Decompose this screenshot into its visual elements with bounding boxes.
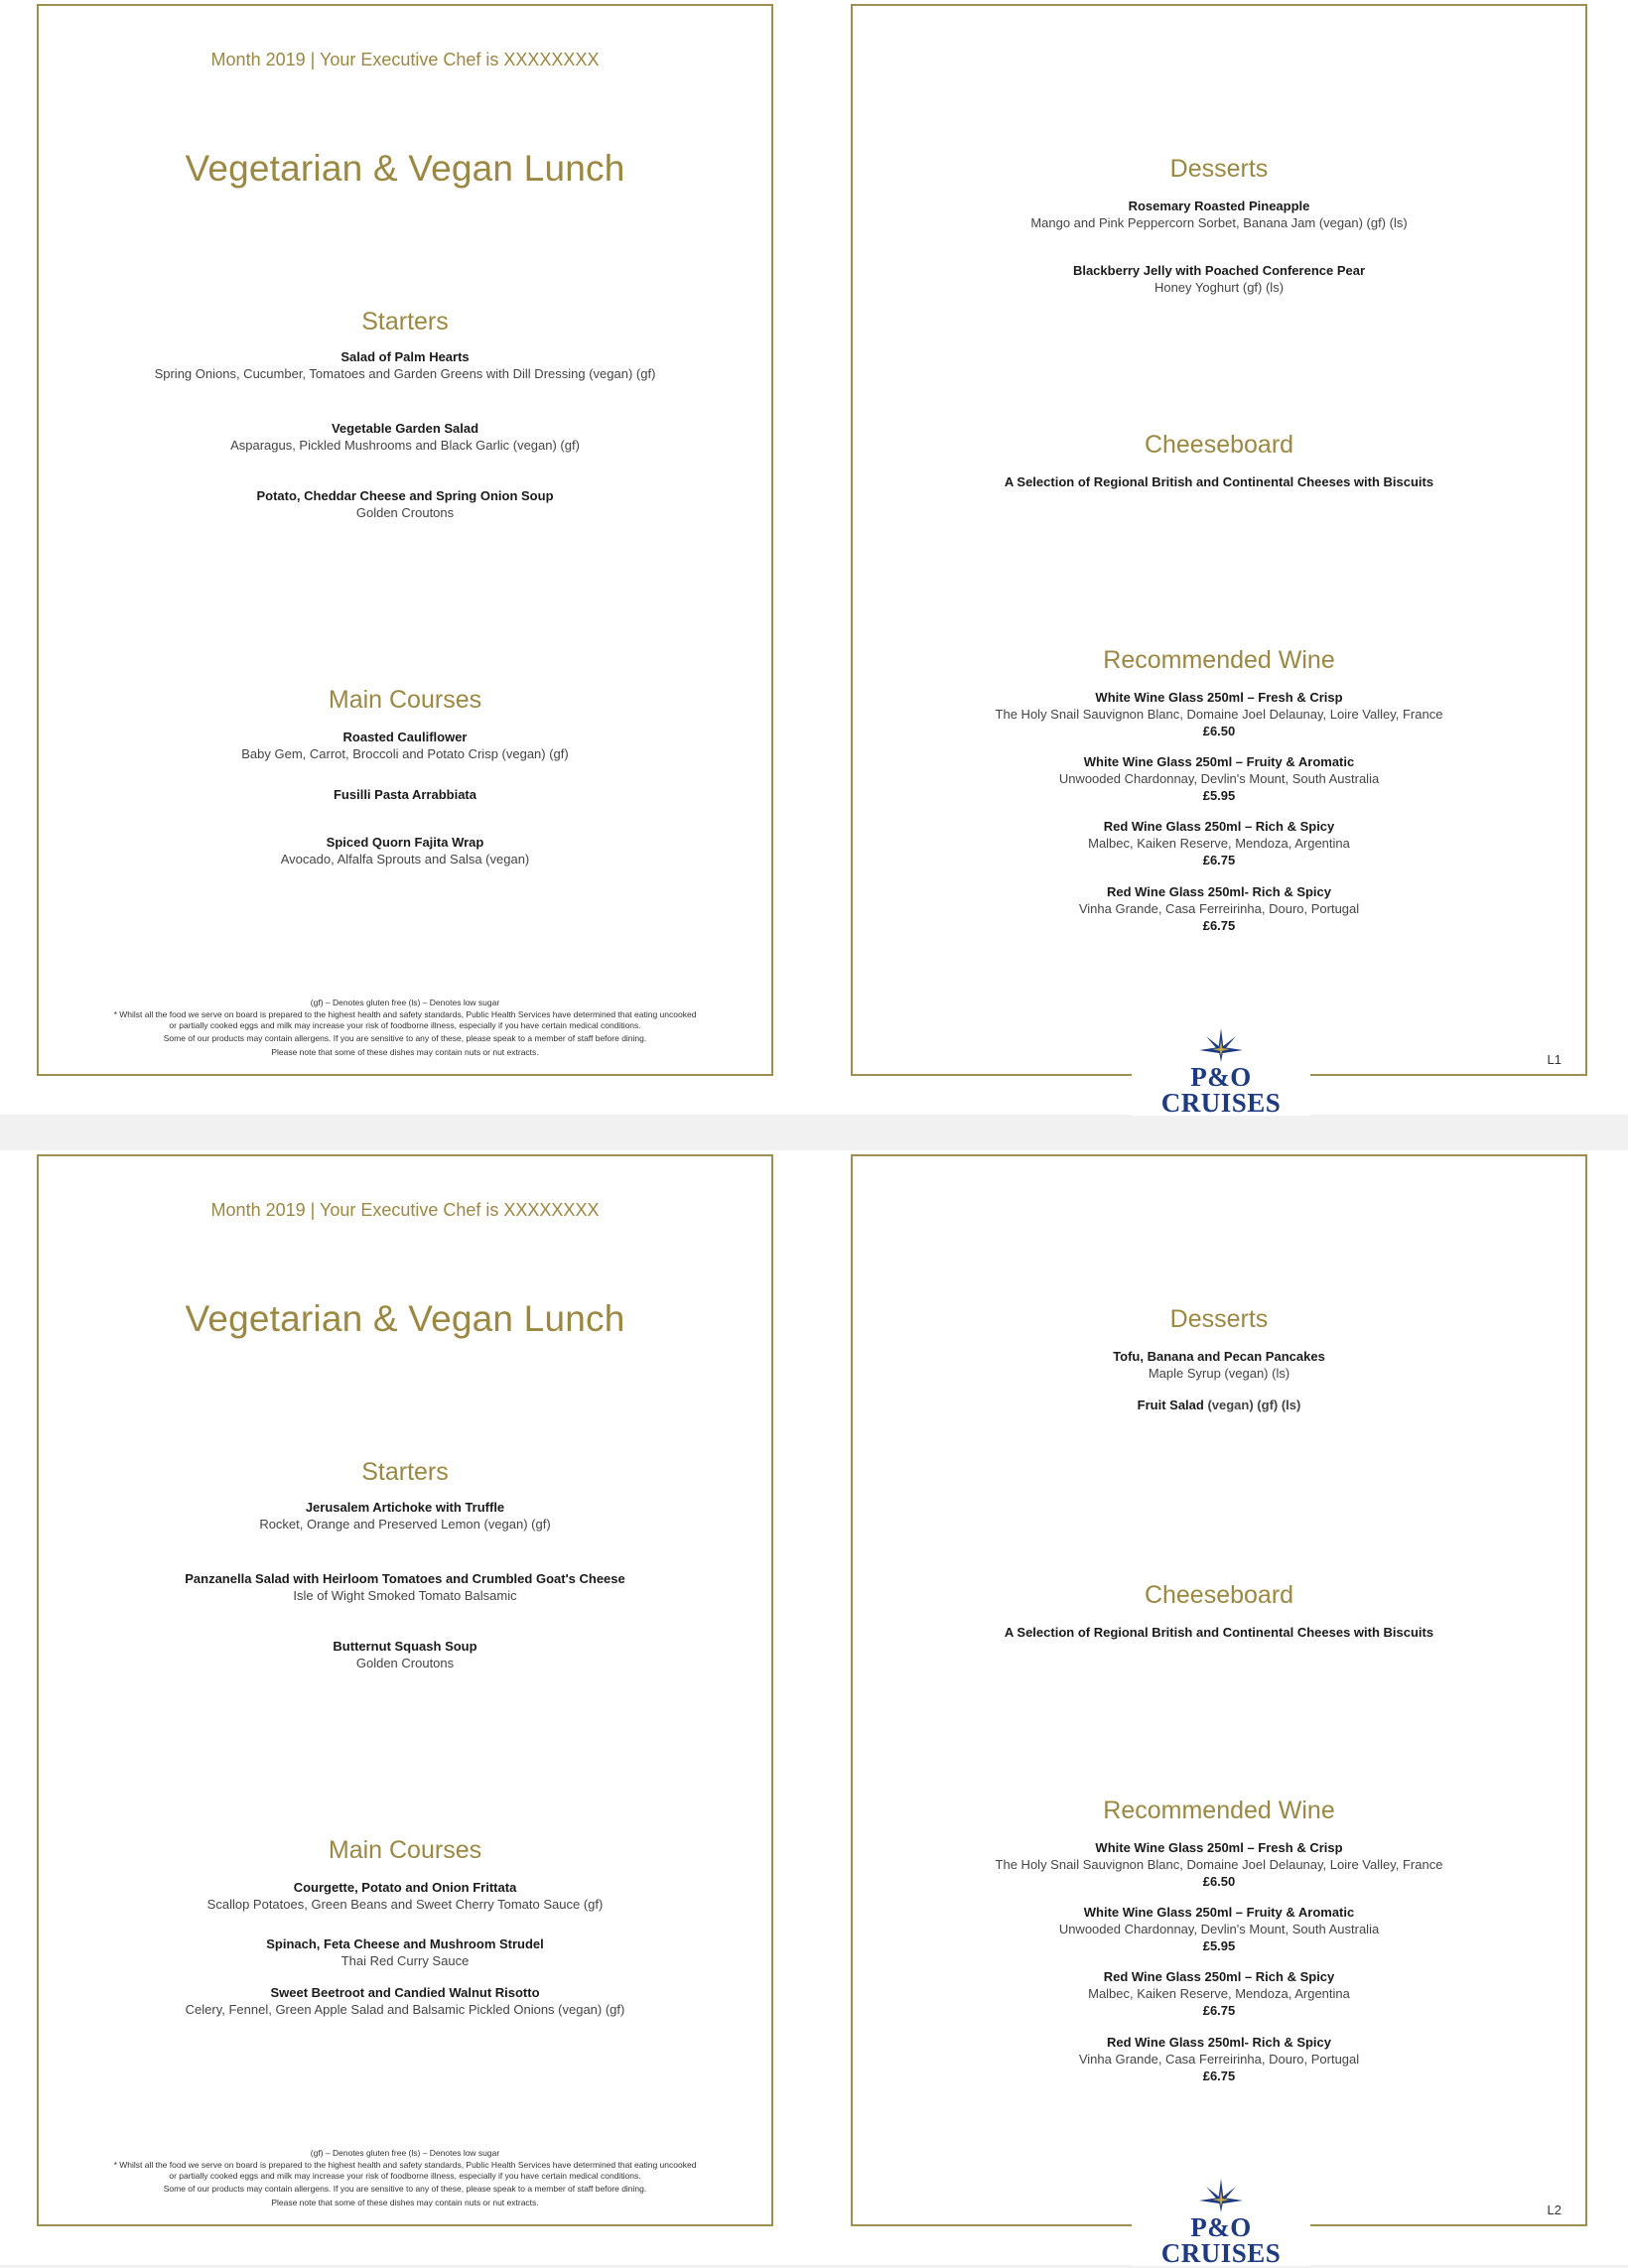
menu-sheet-1 bbox=[0, 0, 1628, 1118]
item-name: Blackberry Jelly with Poached Conference Pear bbox=[1072, 263, 1366, 278]
menu-title: Vegetarian & Vegan Lunch bbox=[185, 1298, 625, 1339]
wine-heading: Recommended Wine bbox=[1103, 646, 1335, 674]
wine-item bbox=[853, 689, 1585, 739]
header-line: Month 2019 | Your Executive Chef is XXXXXXXX bbox=[210, 50, 600, 69]
sunburst-star-icon bbox=[1193, 1028, 1249, 1064]
menu-item bbox=[39, 1935, 771, 1969]
menu-item bbox=[39, 487, 771, 521]
wine-name: White Wine Glass 250ml – Fruity & Aromatic bbox=[1083, 754, 1355, 769]
wine-desc: Vinha Grande, Casa Ferreirinha, Douro, Portugal bbox=[1078, 901, 1360, 916]
menu-item bbox=[853, 262, 1585, 296]
left-panel bbox=[37, 4, 773, 1076]
wine-price: £6.50 bbox=[1202, 724, 1236, 738]
wine-price: £6.75 bbox=[1202, 853, 1236, 867]
footer-line: (gf) – Denotes gluten free (ls) – Denotes low sugar bbox=[310, 2148, 500, 2158]
item-name: Fusilli Pasta Arrabbiata bbox=[333, 787, 476, 802]
page-label: L2 bbox=[1547, 2202, 1561, 2217]
menu-item bbox=[853, 198, 1585, 231]
menu-item bbox=[39, 1638, 771, 1671]
wine-heading: Recommended Wine bbox=[1103, 1797, 1335, 1824]
logo-text: P&O CRUISES bbox=[1160, 1062, 1282, 1118]
wine-name: Red Wine Glass 250ml- Rich & Spicy bbox=[1106, 2035, 1331, 2050]
item-desc: Spring Onions, Cucumber, Tomatoes and Garden Greens with Dill Dressing (vegan) (gf) bbox=[154, 366, 656, 381]
cheeseboard-heading: Cheeseboard bbox=[1144, 1581, 1294, 1609]
item-desc: Thai Red Curry Sauce bbox=[340, 1953, 470, 1968]
footer-line: * Whilst all the food we serve on board is prepared to the highest health and safety standards, Public Health Services have determined that eating uncooked bbox=[113, 1009, 697, 1019]
item-name: Salad of Palm Hearts bbox=[340, 349, 470, 364]
menu-item bbox=[39, 420, 771, 454]
brand-logo bbox=[1132, 1028, 1310, 1116]
wine-price: £6.75 bbox=[1202, 918, 1236, 933]
dietary-tags: (vegan) (gf) (ls) bbox=[1203, 1398, 1301, 1412]
wine-name: Red Wine Glass 250ml – Rich & Spicy bbox=[1103, 1969, 1335, 1984]
mains-heading: Main Courses bbox=[328, 686, 482, 714]
wine-item bbox=[853, 1968, 1585, 2019]
starters-heading: Starters bbox=[361, 1458, 449, 1486]
footer-line: or partially cooked eggs and milk may increase your risk of foodborne illness, especially if you have certain medical conditions. bbox=[169, 2171, 641, 2181]
wine-item bbox=[853, 883, 1585, 934]
wine-desc: Malbec, Kaiken Reserve, Mendoza, Argentina bbox=[1088, 1986, 1350, 2001]
menu-item bbox=[39, 1984, 771, 2018]
item-name: Spinach, Feta Cheese and Mushroom Strudel bbox=[266, 1936, 544, 1951]
item-name-text: Fruit Salad bbox=[1137, 1398, 1204, 1412]
menu-item bbox=[39, 786, 771, 803]
menu-item bbox=[39, 1879, 771, 1913]
item-desc: Asparagus, Pickled Mushrooms and Black Garlic (vegan) (gf) bbox=[230, 438, 580, 453]
item-name bbox=[853, 1397, 1585, 1413]
left-panel bbox=[37, 1154, 773, 2226]
wine-price: £5.95 bbox=[1202, 1938, 1236, 1953]
item-desc: Mango and Pink Peppercorn Sorbet, Banana Jam (vegan) (gf) (ls) bbox=[1030, 215, 1408, 230]
allergen-footer bbox=[39, 2146, 771, 2209]
item-desc: Golden Croutons bbox=[355, 1656, 455, 1670]
item-desc: Rocket, Orange and Preserved Lemon (vegan) (gf) bbox=[259, 1517, 551, 1532]
item-name: Potato, Cheddar Cheese and Spring Onion Soup bbox=[256, 488, 554, 503]
right-panel bbox=[851, 4, 1587, 1118]
menu-item bbox=[39, 1499, 771, 1533]
menu-item bbox=[853, 1348, 1585, 1382]
wine-price: £5.95 bbox=[1202, 788, 1236, 803]
item-name: Spiced Quorn Fajita Wrap bbox=[326, 835, 484, 850]
wine-name: Red Wine Glass 250ml – Rich & Spicy bbox=[1103, 819, 1335, 834]
menu-title: Vegetarian & Vegan Lunch bbox=[185, 148, 625, 189]
wine-item bbox=[853, 818, 1585, 868]
cheeseboard-text: A Selection of Regional British and Continental Cheeses with Biscuits bbox=[1004, 474, 1434, 489]
item-name: Butternut Squash Soup bbox=[333, 1639, 477, 1654]
footer-line: Some of our products may contain allergens. If you are sensitive to any of these, please speak to a member of staff before dining. bbox=[163, 2184, 647, 2194]
wine-item bbox=[853, 2034, 1585, 2084]
menu-item bbox=[39, 348, 771, 382]
wine-item bbox=[853, 1904, 1585, 1954]
cheeseboard-text: A Selection of Regional British and Continental Cheeses with Biscuits bbox=[1004, 1625, 1434, 1640]
brand-logo bbox=[1132, 2179, 1310, 2266]
mains-heading: Main Courses bbox=[328, 1836, 482, 1864]
wine-name: White Wine Glass 250ml – Fresh & Crisp bbox=[1095, 1840, 1343, 1855]
item-desc: Avocado, Alfalfa Sprouts and Salsa (vegan) bbox=[280, 852, 530, 867]
footer-line: Please note that some of these dishes may contain nuts or nut extracts. bbox=[271, 1047, 539, 1057]
wine-item bbox=[853, 753, 1585, 804]
right-panel bbox=[851, 1154, 1587, 2268]
item-desc: Golden Croutons bbox=[355, 505, 455, 520]
footer-line: Some of our products may contain allergens. If you are sensitive to any of these, please speak to a member of staff before dining. bbox=[163, 1033, 647, 1043]
header-line: Month 2019 | Your Executive Chef is XXXXXXXX bbox=[210, 1200, 600, 1220]
menu-item bbox=[39, 1570, 771, 1604]
footer-line: * Whilst all the food we serve on board is prepared to the highest health and safety standards, Public Health Services have determined that eating uncooked bbox=[113, 2160, 697, 2170]
wine-name: White Wine Glass 250ml – Fresh & Crisp bbox=[1095, 690, 1343, 705]
sunburst-star-icon bbox=[1193, 2179, 1249, 2214]
item-desc: Honey Yoghurt (gf) (ls) bbox=[1153, 280, 1285, 295]
footer-line: (gf) – Denotes gluten free (ls) – Denotes low sugar bbox=[310, 998, 500, 1007]
item-name: Vegetable Garden Salad bbox=[331, 421, 479, 436]
menu-item bbox=[39, 834, 771, 867]
item-name: Tofu, Banana and Pecan Pancakes bbox=[1113, 1349, 1325, 1364]
footer-line: or partially cooked eggs and milk may increase your risk of foodborne illness, especially if you have certain medical conditions. bbox=[169, 1020, 641, 1030]
wine-desc: Unwooded Chardonnay, Devlin's Mount, South Australia bbox=[1058, 771, 1380, 786]
wine-name: White Wine Glass 250ml – Fruity & Aromatic bbox=[1083, 1905, 1355, 1920]
wine-desc: Malbec, Kaiken Reserve, Mendoza, Argentina bbox=[1088, 836, 1350, 851]
wine-price: £6.75 bbox=[1202, 2003, 1236, 2018]
desserts-heading: Desserts bbox=[1169, 1305, 1269, 1333]
item-name: Jerusalem Artichoke with Truffle bbox=[305, 1500, 505, 1515]
wine-item bbox=[853, 1839, 1585, 1890]
desserts-heading: Desserts bbox=[1169, 155, 1269, 183]
item-desc: Maple Syrup (vegan) (ls) bbox=[1148, 1366, 1290, 1381]
menu-item bbox=[39, 729, 771, 762]
footer-line: Please note that some of these dishes may contain nuts or nut extracts. bbox=[271, 2198, 539, 2207]
wine-desc: The Holy Snail Sauvignon Blanc, Domaine Joel Delaunay, Loire Valley, France bbox=[995, 1857, 1443, 1872]
menu-sheet-2 bbox=[0, 1150, 1628, 2268]
wine-price: £6.75 bbox=[1202, 2068, 1236, 2083]
item-desc: Celery, Fennel, Green Apple Salad and Balsamic Pickled Onions (vegan) (gf) bbox=[185, 2002, 625, 2017]
page-label: L1 bbox=[1547, 1052, 1561, 1067]
wine-name: Red Wine Glass 250ml- Rich & Spicy bbox=[1106, 884, 1331, 899]
wine-desc: Vinha Grande, Casa Ferreirinha, Douro, Portugal bbox=[1078, 2052, 1360, 2067]
item-desc: Scallop Potatoes, Green Beans and Sweet Cherry Tomato Sauce (gf) bbox=[206, 1897, 604, 1912]
allergen-footer bbox=[39, 996, 771, 1059]
logo-text: P&O CRUISES bbox=[1160, 2212, 1282, 2268]
item-desc: Isle of Wight Smoked Tomato Balsamic bbox=[293, 1588, 517, 1603]
cheeseboard-heading: Cheeseboard bbox=[1144, 431, 1294, 459]
wine-price: £6.50 bbox=[1202, 1874, 1236, 1889]
wine-desc: The Holy Snail Sauvignon Blanc, Domaine Joel Delaunay, Loire Valley, France bbox=[995, 707, 1443, 722]
item-name: Roasted Cauliflower bbox=[342, 730, 468, 744]
item-name: Panzanella Salad with Heirloom Tomatoes and Crumbled Goat's Cheese bbox=[185, 1571, 625, 1586]
wine-desc: Unwooded Chardonnay, Devlin's Mount, South Australia bbox=[1058, 1922, 1380, 1936]
menu-item bbox=[853, 1397, 1585, 1413]
item-name: Sweet Beetroot and Candied Walnut Risotto bbox=[270, 1985, 540, 2000]
starters-heading: Starters bbox=[361, 308, 449, 335]
item-name: Rosemary Roasted Pineapple bbox=[1128, 199, 1310, 213]
item-name: Courgette, Potato and Onion Frittata bbox=[293, 1880, 517, 1895]
item-desc: Baby Gem, Carrot, Broccoli and Potato Crisp (vegan) (gf) bbox=[241, 746, 569, 761]
